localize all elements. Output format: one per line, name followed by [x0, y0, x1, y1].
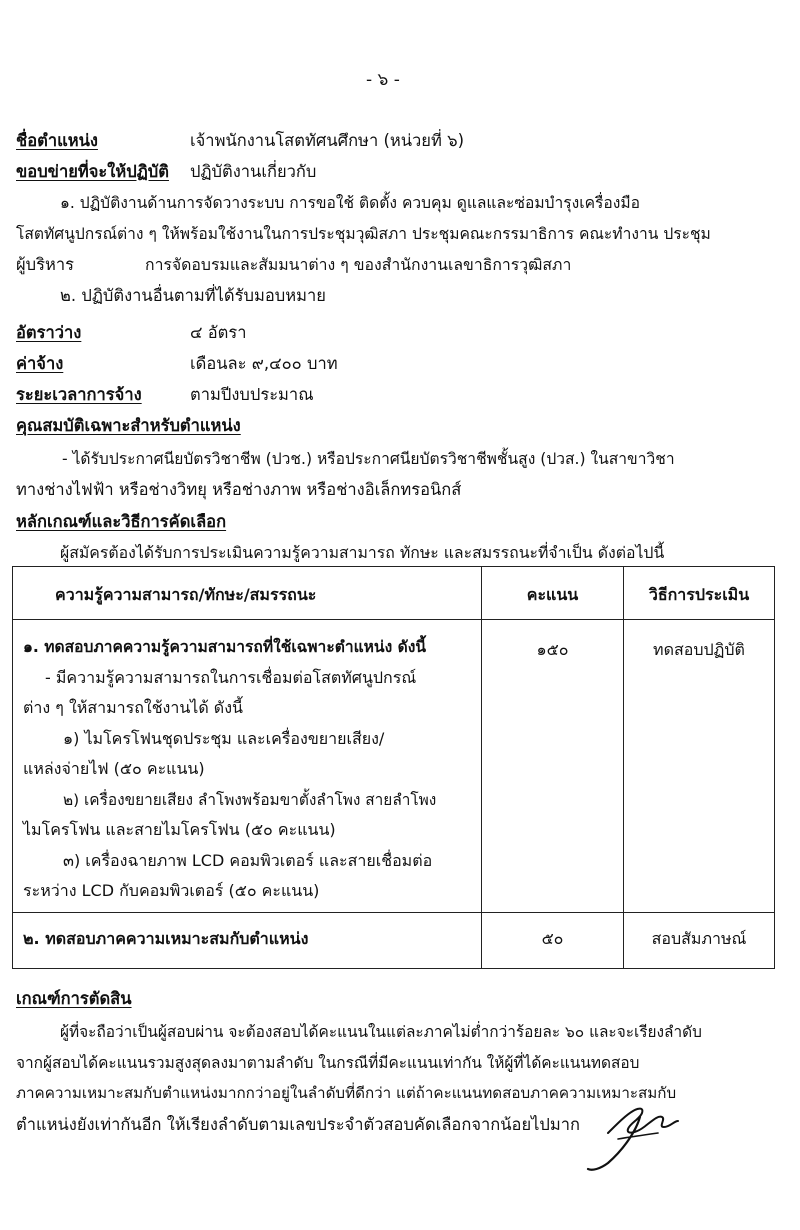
header-criteria: ความรู้ความสามารถ/ทักษะ/สมรรถนะ — [55, 585, 317, 604]
scope-item1-line1: ๑. ปฏิบัติงานด้านการจัดวางระบบ การขอใช้ ติดตั้ง ควบคุม ดูแลและซ่อมบำรุงเครื่องมือ — [60, 194, 641, 212]
row1-score: ๑๕๐ — [536, 640, 569, 659]
scope-item1-line3b: การจัดอบรมและสัมมนาต่าง ๆ ของสำนักงานเลขาธิการวุฒิสภา — [145, 255, 572, 274]
row1-line: ๒) เครื่องขยายเสียง ลำโพงพร้อมขาตั้งลำโพง สายลำโพง — [63, 790, 437, 809]
vacancies-label: อัตราว่าง — [16, 323, 82, 342]
selection-heading: หลักเกณฑ์และวิธีการคัดเลือก — [16, 512, 227, 531]
scope-item2: ๒. ปฏิบัติงานอื่นตามที่ได้รับมอบหมาย — [60, 286, 326, 305]
position-label: ชื่อตำแหน่ง — [16, 131, 98, 150]
scope-value: ปฏิบัติงานเกี่ยวกับ — [190, 162, 317, 181]
decision-line4: ตำแหน่งยังเท่ากันอีก ให้เรียงลำดับตามเลขประจำตัวสอบคัดเลือกจากน้อยไปมาก — [16, 1115, 581, 1134]
decision-line3: ภาคความเหมาะสมกับตำแหน่งมากกว่าอยู่ในลำดับที่ดีกว่า แต่ถ้าคะแนนทดสอบภาคความเหมาะสมกับ — [16, 1084, 677, 1102]
page-number: - ๖ - — [366, 70, 400, 90]
row1-method: ทดสอบปฏิบัติ — [653, 640, 745, 659]
period-label: ระยะเวลาการจ้าง — [16, 385, 142, 404]
wage-value: เดือนละ ๙,๔๐๐ บาท — [190, 354, 338, 373]
header-score: คะแนน — [526, 585, 579, 604]
decision-line1: ผู้ที่จะถือว่าเป็นผู้สอบผ่าน จะต้องสอบได้คะแนนในแต่ละภาคไม่ต่ำกว่าร้อยละ ๖๐ และจะเรียงลำดับ — [60, 1023, 702, 1041]
row2-title: ๒. ทดสอบภาคความเหมาะสมกับตำแหน่ง — [23, 929, 309, 948]
row1-line: - มีความรู้ความสามารถในการเชื่อมต่อโสตทัศนูปกรณ์ — [45, 667, 417, 687]
row1-line: ๑) ไมโครโฟนชุดประชุม และเครื่องขยายเสียง/ — [63, 728, 385, 748]
decision-heading: เกณฑ์การตัดสิน — [16, 989, 132, 1008]
scope-label: ขอบข่ายที่จะให้ปฏิบัติ — [16, 162, 169, 181]
scope-item1-line2: โสตทัศนูปกรณ์ต่าง ๆ ให้พร้อมใช้งานในการประชุมวุฒิสภา ประชุมคณะกรรมาธิการ คณะทำงาน ประชุม — [16, 225, 711, 243]
row1-line: แหล่งจ่ายไฟ (๕๐ คะแนน) — [23, 759, 205, 778]
row1-title: ๑. ทดสอบภาคความรู้ความสามารถที่ใช้เฉพาะตำแหน่ง ดังนี้ — [23, 638, 427, 656]
row2-score: ๕๐ — [541, 929, 564, 948]
row1-line: ระหว่าง LCD กับคอมพิวเตอร์ (๕๐ คะแนน) — [23, 881, 320, 900]
qualifications-heading: คุณสมบัติเฉพาะสำหรับตำแหน่ง — [16, 416, 241, 435]
period-value: ตามปีงบประมาณ — [190, 385, 314, 404]
selection-criteria-table — [12, 566, 775, 969]
table-row — [13, 620, 775, 913]
row2-method: สอบสัมภาษณ์ — [651, 929, 747, 948]
qualifications-line1: - ได้รับประกาศนียบัตรวิชาชีพ (ปวช.) หรือประกาศนียบัตรวิชาชีพชั้นสูง (ปวส.) ในสาขาวิชา — [62, 450, 675, 468]
decision-line2: จากผู้สอบได้คะแนนรวมสูงสุดลงมาตามลำดับ ในกรณีที่มีคะแนนเท่ากัน ให้ผู้ที่ได้คะแนนทดสอบ — [16, 1054, 640, 1072]
row1-line: ไมโครโฟน และสายไมโครโฟน (๕๐ คะแนน) — [23, 820, 336, 839]
selection-intro: ผู้สมัครต้องได้รับการประเมินความรู้ความสามารถ ทักษะ และสมรรถนะที่จำเป็น ดังต่อไปนี้ — [60, 543, 665, 562]
signature-icon — [578, 1093, 698, 1173]
scope-item1-line3a: ผู้บริหาร — [16, 255, 75, 274]
table-header-row — [13, 567, 775, 620]
wage-label: ค่าจ้าง — [16, 354, 64, 373]
position-value: เจ้าพนักงานโสตทัศนศึกษา (หน่วยที่ ๖) — [190, 131, 465, 150]
header-method: วิธีการประเมิน — [648, 585, 750, 604]
row1-line: ต่าง ๆ ให้สามารถใช้งานได้ ดังนี้ — [23, 698, 243, 717]
table-row — [13, 913, 775, 969]
vacancies-value: ๔ อัตรา — [190, 323, 247, 342]
qualifications-line2: ทางช่างไฟฟ้า หรือช่างวิทยุ หรือช่างภาพ หรือช่างอิเล็กทรอนิกส์ — [16, 480, 462, 499]
row1-line: ๓) เครื่องฉายภาพ LCD คอมพิวเตอร์ และสายเชื่อมต่อ — [63, 850, 433, 870]
